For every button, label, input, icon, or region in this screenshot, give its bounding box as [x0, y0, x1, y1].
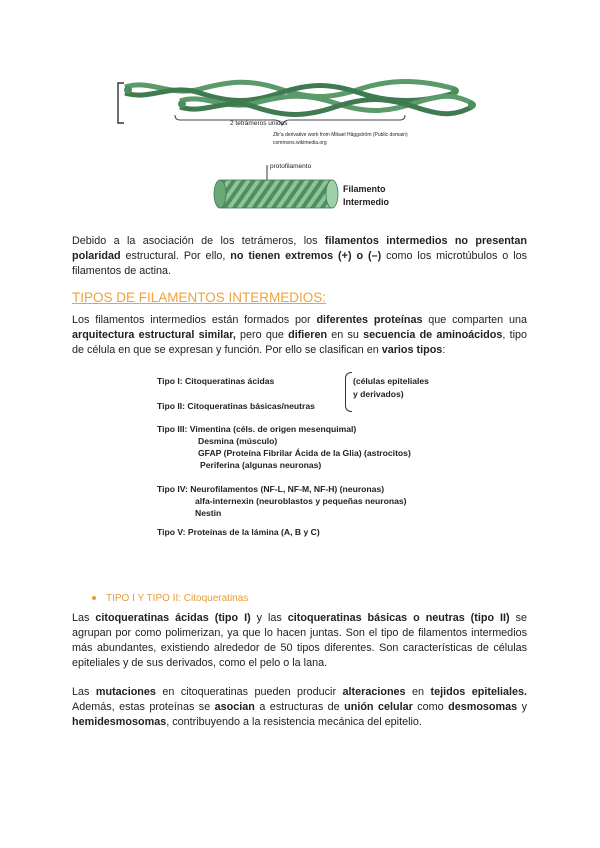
- intermediate-filament-diagram: [110, 75, 490, 220]
- credit-source: commons.wikimedia.org: [273, 140, 327, 146]
- type-4-internexin: alfa-internexin (neuroblastos y pequeñas neuronas): [195, 496, 407, 506]
- protofilament-label: protofilamento: [270, 163, 312, 170]
- paragraph-types-intro: Los filamentos intermedios están formados por diferentes proteínas que comparten una arquitectura estructural similar, pero que difieren en su secuencia de aminoácidos, tipo de célula en que se expresan y función. Por ello se clasifican en varios tipos:: [72, 314, 527, 356]
- filament-label-2: Intermedio: [343, 197, 390, 207]
- bracket-icon: [118, 83, 124, 123]
- type-1: Tipo I: Citoqueratinas ácidas: [157, 376, 275, 386]
- brace-label-1: (células epiteliales: [353, 376, 429, 386]
- section-heading: TIPOS DE FILAMENTOS INTERMEDIOS:: [72, 290, 327, 305]
- type-3-peripherin: Periferina (algunas neuronas): [200, 460, 322, 470]
- type-2: Tipo II: Citoqueratinas básicas/neutras: [157, 401, 315, 411]
- filament-cylinder: [214, 180, 338, 208]
- tetramers-label: 2 tetrámeros unidos: [230, 120, 288, 127]
- type-4: Tipo IV: Neurofilamentos (NF-L, NF-M, NF-H) (neuronas): [157, 484, 385, 494]
- type-3: Tipo III: Vimentina (céls. de origen mesenquimal): [157, 424, 357, 434]
- paragraph-polarity: Debido a la asociación de los tetrámeros, los filamentos intermedios no presentan polaridad estructural. Por ello, no tienen extremos (+) o (–) como los microtúbulos o los filamentos de actina.: [72, 235, 528, 277]
- type-4-nestin: Nestin: [195, 508, 222, 518]
- type-3-gfap: GFAP (Proteína Fibrilar Ácida de la Glia) (astrocitos): [198, 448, 411, 458]
- tetramer-strands: [124, 82, 476, 115]
- bullet-dot-icon: [92, 596, 96, 600]
- brace-icon: [345, 372, 352, 412]
- credit-line: Zlir'a derivative work from Mikael Häggström (Public domain): [273, 132, 408, 138]
- type-5: Tipo V: Proteínas de la lámina (A, B y C): [157, 527, 320, 537]
- bullet-heading: TIPO I Y TIPO II: Citoqueratinas: [92, 593, 248, 604]
- filament-label-1: Filamento: [343, 184, 386, 194]
- type-3-desmin: Desmina (músculo): [198, 436, 278, 446]
- paragraph-cytokeratins: Las citoqueratinas ácidas (tipo I) y las citoqueratinas básicas o neutras (tipo II) se agrupan por como polimerizan, ya que lo hacen juntas. Son el tipo de filamentos intermedios más abundantes, existiendo alrededor de 50 tipos diferentes. Son características de células epiteliales y de sus derivados, como el pelo o la lana.: [72, 612, 527, 669]
- paragraph-mutations: Las mutaciones en citoqueratinas pueden producir alteraciones en tejidos epiteliales. Además, estas proteínas se asocian a estructuras de unión celular como desmosomas y hemidesmosomas, contribuyendo a la resistencia mecánica del epitelio.: [72, 686, 527, 728]
- brace-label-2: y derivados): [353, 389, 404, 399]
